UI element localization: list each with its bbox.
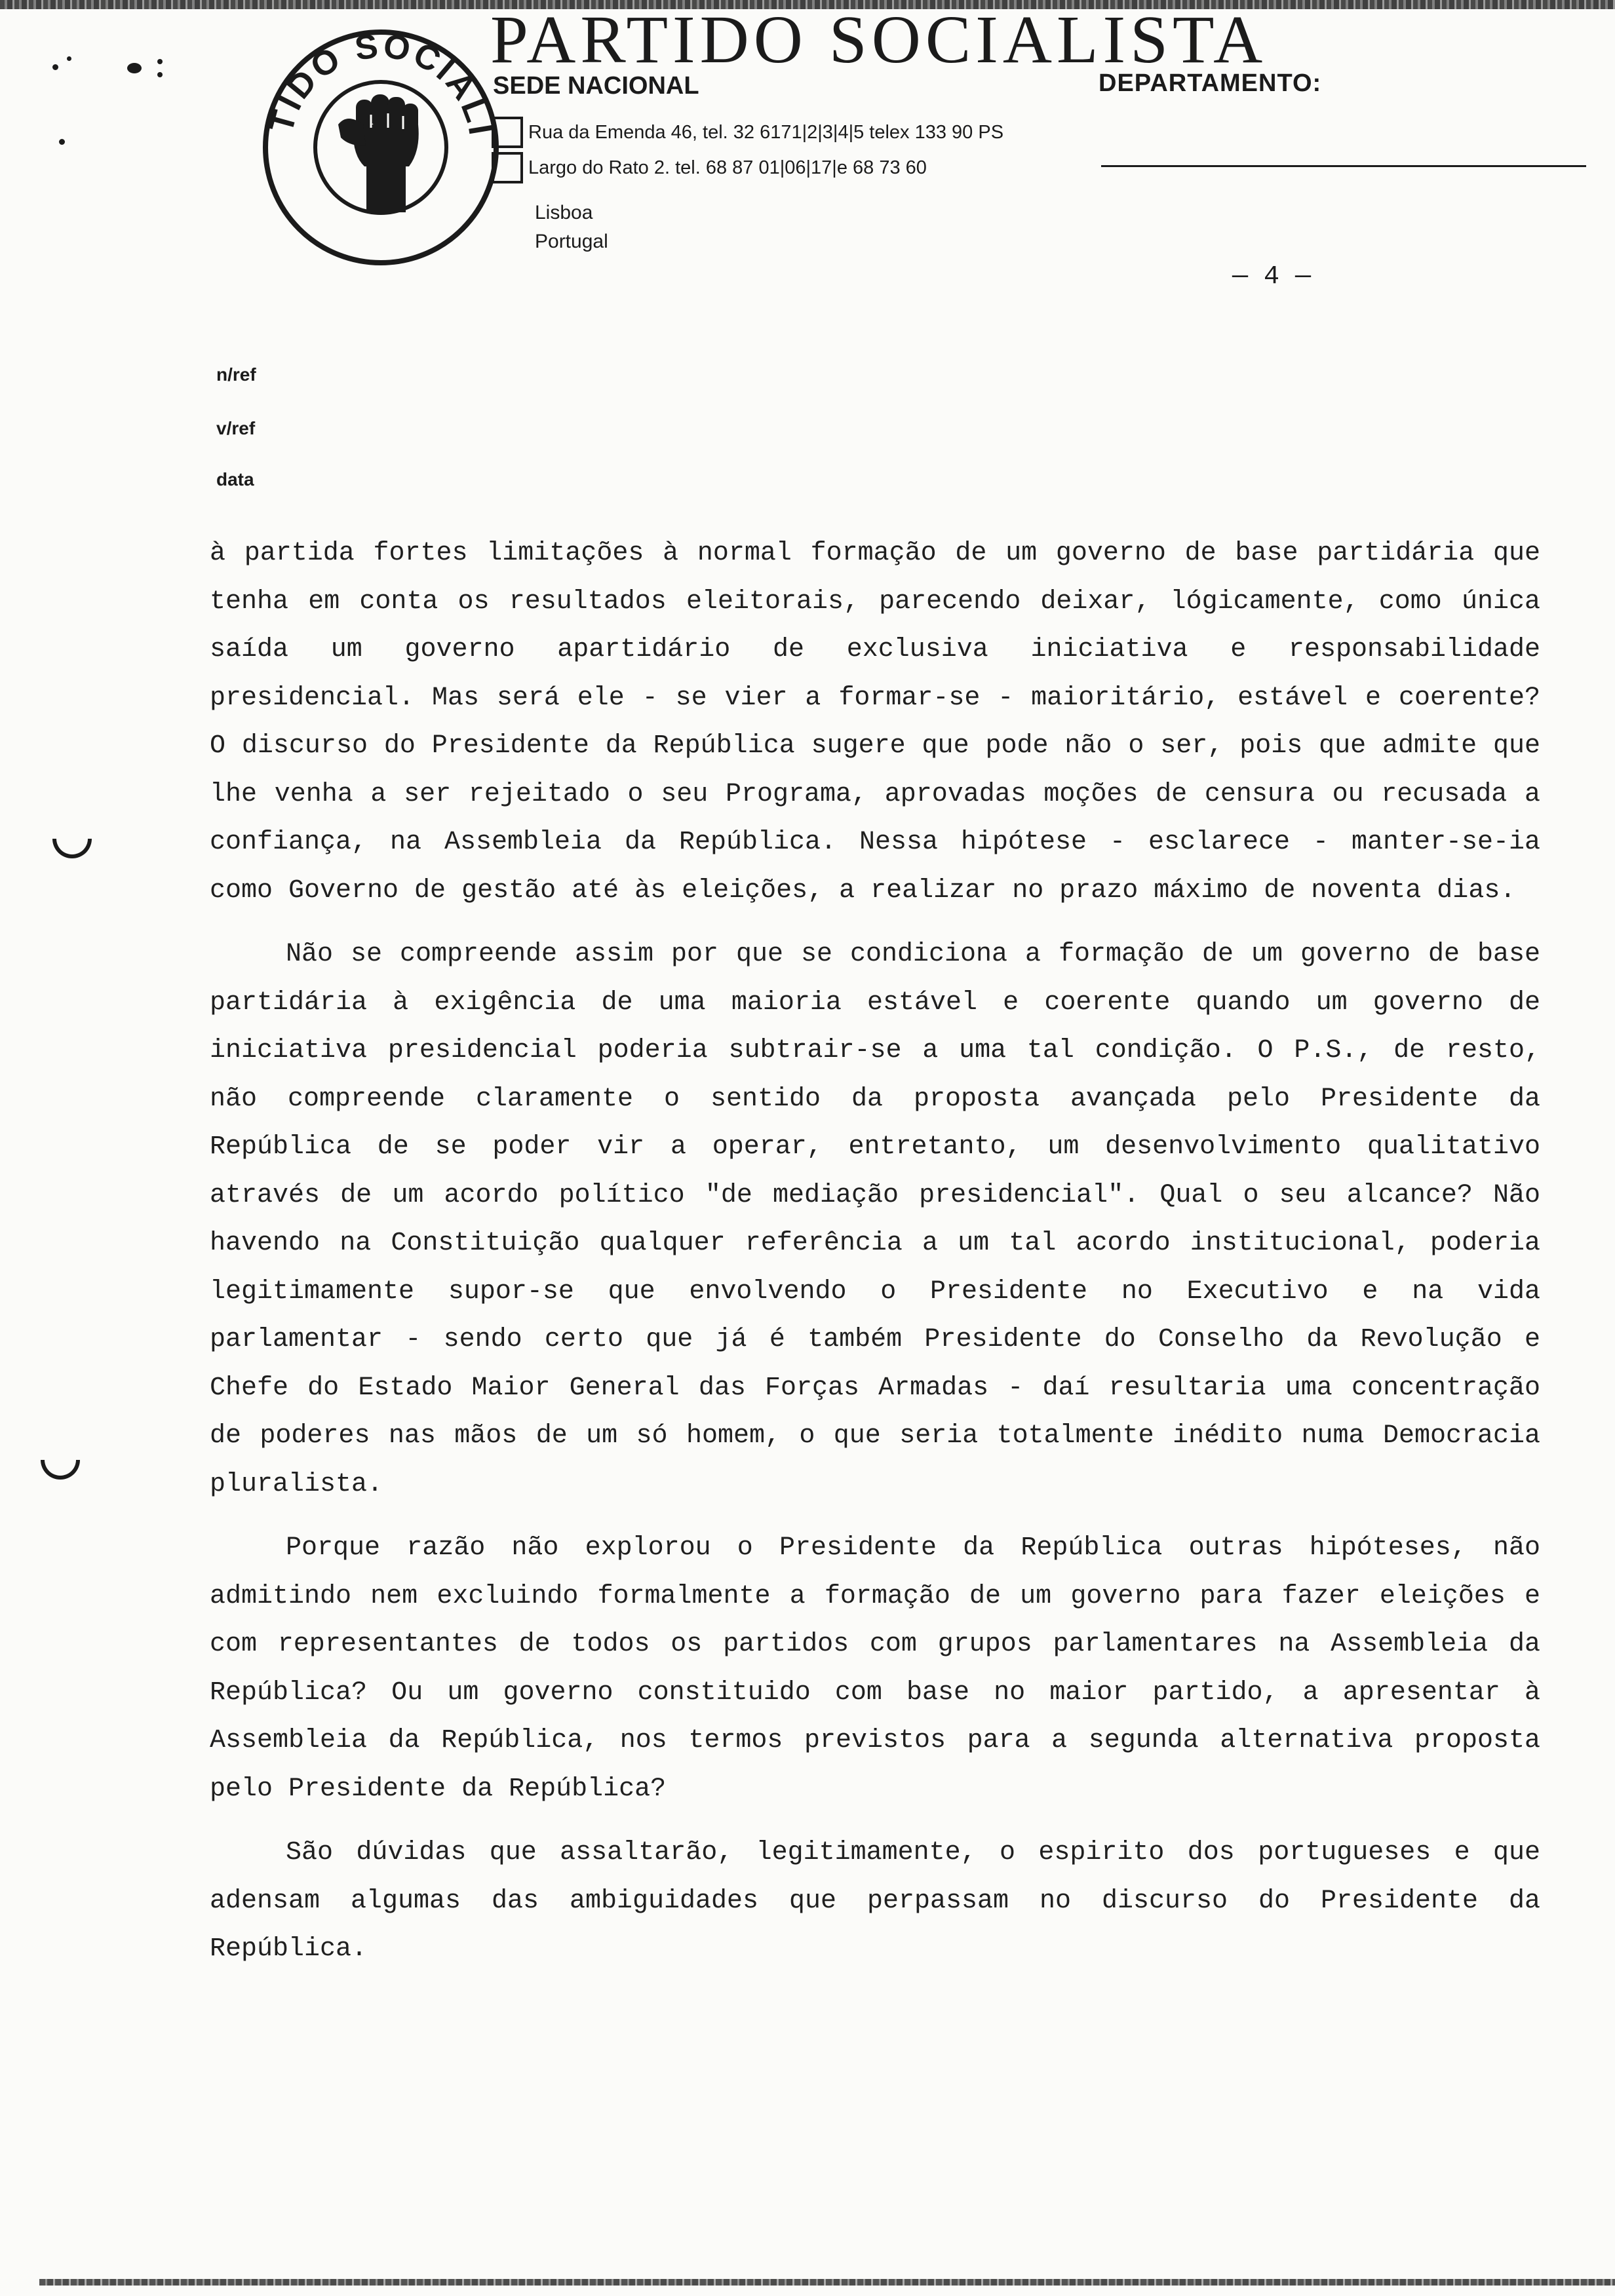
- address-text-rato: Largo do Rato 2. tel. 68 87 01|06|17|e 68 73 60: [528, 157, 927, 178]
- body-paragraph: Porque razão não explorou o Presidente da República outras hipóteses, não admitindo nem excluindo formalmente a formação de um governo para fazer eleições e com representantes de todos os partidos com grupos parlamentares na Assembleia da República? Ou um governo constituido com base no maior partido, a apresentar à Assembleia da República, nos termos previstos para a segunda alternativa proposta pelo Presidente da República?: [210, 1533, 1540, 1804]
- scan-speck: [127, 63, 142, 73]
- scan-speck: [52, 64, 58, 70]
- address-text-emenda: Rua da Emenda 46, tel. 32 6171|2|3|4|5 telex 133 90 PS: [528, 121, 1004, 143]
- department-fill-line: [1101, 165, 1586, 167]
- address-checkbox-emenda[interactable]: [492, 117, 523, 148]
- hq-label: SEDE NACIONAL: [493, 72, 699, 100]
- punch-hole-mark: [41, 1460, 80, 1480]
- your-ref-label: v/ref: [216, 418, 256, 438]
- address-checkbox-rato[interactable]: [492, 152, 523, 183]
- party-logo: [260, 26, 502, 269]
- scan-speck: [157, 72, 163, 77]
- logo-circle-text-top: SOCIALI: [353, 26, 501, 140]
- party-name: PARTIDO SOCIALISTA: [490, 2, 1268, 77]
- department-label: DEPARTAMENTO:: [1099, 69, 1322, 97]
- scan-speck: [157, 59, 163, 64]
- body-paragraph: à partida fortes limitações à normal formação de um governo de base partidária que tenha em conta os resultados eleitorais, parecendo deixar, lógicamente, como única saída um governo apartidário de exclusiva iniciativa e responsabilidade presidencial. Mas será ele - se vier a formar-se - maioritário, estável e coerente? O discurso do Presidente da República sugere que pode não o ser, pois que admite que lhe venha a ser rejeitado o seu Programa, aprovadas moções de censura ou recusada a confiança, na Assembleia da República. Nessa hipótese - esclarece - manter-se-ia como Governo de gestão até às eleições, a realizar no prazo máximo de noventa dias.: [210, 539, 1540, 906]
- scan-speck: [67, 56, 71, 61]
- body-paragraph: Não se compreende assim por que se condiciona a formação de um governo de base partidária à exigência de uma maioria estável e coerente quando um governo de iniciativa presidencial poderia subtrair-se a uma tal condição. O P.S., de resto, não compreende claramente o sentido da proposta avançada pelo Presidente da República de se poder vir a operar, entretanto, um desenvolvimento qualitativo através de um acordo político "de mediação presidencial". Qual o seu alcance? Não havendo na Constituição qualquer referência a um tal acordo institucional, poderia legitimamente supor-se que envolvendo o Presidente no Executivo e na vida parlamentar - sendo certo que já é também Presidente do Conselho da Revolução e Chefe do Estado Maior General das Forças Armadas - daí resultaria uma concentração de poderes nas mãos de um só homem, o que seria totalmente inédito numa Democracia pluralista.: [210, 940, 1540, 1499]
- body-paragraph: São dúvidas que assaltarão, legitimamente, o espirito dos portugueses e que adensam algumas das ambiguidades que perpassam no discurso do Presidente da República.: [210, 1838, 1540, 1964]
- date-label: data: [216, 469, 254, 489]
- raised-fist-icon: [338, 94, 419, 212]
- logo-circle-text-left: TIDO: [262, 38, 349, 137]
- scan-speck: [59, 139, 65, 145]
- our-ref-label: n/ref: [216, 364, 256, 385]
- letter-body: [210, 529, 1540, 1989]
- scan-bottom-edge: [39, 2279, 1615, 2286]
- city-label: Lisboa: [535, 202, 593, 223]
- country-label: Portugal: [535, 231, 608, 252]
- address-line-emenda: [492, 117, 1003, 148]
- punch-hole-mark: [52, 839, 92, 858]
- address-line-rato: [492, 152, 927, 183]
- page-number: — 4 —: [1232, 262, 1312, 292]
- party-logo-emblem: [260, 26, 502, 269]
